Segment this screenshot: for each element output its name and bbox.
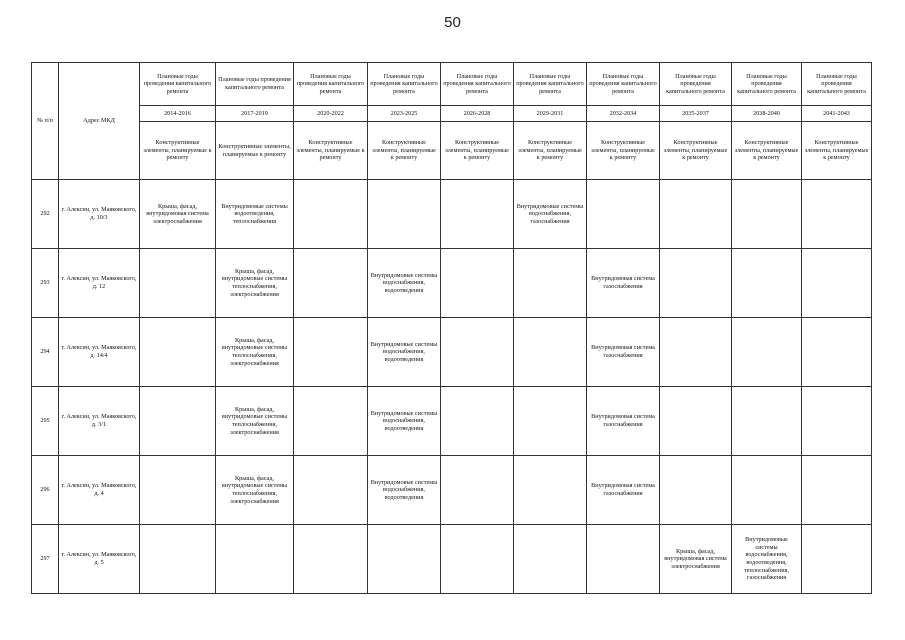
period-2023-2025: 2023-2025 <box>368 106 441 122</box>
table-row <box>32 318 872 387</box>
repair-cell: Внутридомовые системы водоснабжения, водоотведения, теплоснабжения, газоснабжения <box>732 525 802 594</box>
repair-cell <box>514 525 587 594</box>
row-number: 294 <box>32 318 59 387</box>
row-address: г. Алексин, ул. Маяковского, д. 3/1 <box>59 387 140 456</box>
repair-cell <box>732 180 802 249</box>
repair-cell: Внутридомовые системы водоснабжения, водоотведения <box>368 318 441 387</box>
repair-cell: Внутридомовые системы водоотведения, теплоснабжения <box>216 180 294 249</box>
repair-cell <box>140 456 216 525</box>
repair-cell <box>660 318 732 387</box>
header-plan-years: Плановые годы проведения капитального ремонта <box>140 63 216 106</box>
header-plan-years: Плановые годы проведения капитального ремонта <box>802 63 872 106</box>
header-plan-years: Плановые годы проведения капитального ремонта <box>514 63 587 106</box>
period-2029-2031: 2029-2031 <box>514 106 587 122</box>
header-plan-years: Плановые годы проведения капитального ремонта <box>660 63 732 106</box>
period-2026-2028: 2026-2028 <box>441 106 514 122</box>
period-2038-2040: 2038-2040 <box>732 106 802 122</box>
repair-cell: Внутридомовая система газоснабжения <box>587 387 660 456</box>
repair-cell: Внутридомовые системы водоснабжения, водоотведения <box>368 249 441 318</box>
repair-cell: Внутридомовые системы водоснабжения, газоснабжения <box>514 180 587 249</box>
repair-cell <box>514 387 587 456</box>
header-plan-years: Плановые годы проведения капитального ремонта <box>732 63 802 106</box>
period-2041-2043: 2041-2043 <box>802 106 872 122</box>
repair-cell <box>514 456 587 525</box>
repair-cell <box>587 525 660 594</box>
repair-cell <box>802 318 872 387</box>
repair-cell <box>294 318 368 387</box>
header-elements: Конструктивные элементы, планируемые к ремонту <box>587 122 660 180</box>
header-plan-years: Плановые годы проведения капитального ремонта <box>294 63 368 106</box>
header-elements: Конструктивные элементы, планируемые к ремонту <box>732 122 802 180</box>
capital-repair-table <box>31 62 872 594</box>
repair-cell <box>294 387 368 456</box>
repair-cell <box>732 456 802 525</box>
row-address: г. Алексин, ул. Маяковского, д. 5 <box>59 525 140 594</box>
repair-cell <box>441 180 514 249</box>
row-number: 292 <box>32 180 59 249</box>
repair-cell <box>802 525 872 594</box>
repair-cell <box>216 525 294 594</box>
header-plan-years: Плановые годы проведения капитального ремонта <box>441 63 514 106</box>
header-plan-years: Плановые годы проведения капитального ремонта <box>587 63 660 106</box>
repair-cell: Крыша, фасад, внутридомовые системы теплоснабжения, электроснабжения <box>216 456 294 525</box>
period-2035-2037: 2035-2037 <box>660 106 732 122</box>
row-address: г. Алексин, ул. Маяковского, д. 12 <box>59 249 140 318</box>
header-elements: Конструктивные элементы, планируемые к ремонту <box>140 122 216 180</box>
repair-cell: Внутридомовая система газоснабжения <box>587 456 660 525</box>
repair-cell <box>441 249 514 318</box>
repair-cell: Крыша, фасад, внутридомовая система электроснабжения <box>660 525 732 594</box>
repair-cell <box>140 318 216 387</box>
table-row <box>32 456 872 525</box>
header-address: Адрес МКД <box>59 63 140 180</box>
repair-cell <box>732 249 802 318</box>
repair-cell <box>140 249 216 318</box>
period-2014-2016: 2014-2016 <box>140 106 216 122</box>
header-elements: Конструктивные элементы, планируемые к ремонту <box>660 122 732 180</box>
repair-cell <box>294 249 368 318</box>
repair-cell <box>294 180 368 249</box>
header-elements: Конструктивные элементы, планируемые к ремонту <box>216 122 294 180</box>
table-row <box>32 249 872 318</box>
period-2017-2019: 2017-2019 <box>216 106 294 122</box>
repair-cell <box>140 387 216 456</box>
repair-cell <box>802 180 872 249</box>
header-row-number: № п/п <box>32 63 59 180</box>
repair-cell <box>294 525 368 594</box>
page-number: 50 <box>444 14 461 31</box>
repair-cell <box>514 249 587 318</box>
repair-cell: Внутридомовая система газоснабжения <box>587 318 660 387</box>
repair-cell: Внутридомовая система газоснабжения <box>587 249 660 318</box>
repair-cell <box>294 456 368 525</box>
repair-cell <box>660 249 732 318</box>
header-elements: Конструктивные элементы, планируемые к ремонту <box>441 122 514 180</box>
repair-cell <box>441 456 514 525</box>
repair-cell: Внутридомовые системы водоснабжения, водоотведения <box>368 456 441 525</box>
header-elements: Конструктивные элементы, планируемые к ремонту <box>802 122 872 180</box>
repair-cell <box>802 249 872 318</box>
repair-cell <box>514 318 587 387</box>
header-elements: Конструктивные элементы, планируемые к ремонту <box>294 122 368 180</box>
repair-cell <box>368 180 441 249</box>
header-elements: Конструктивные элементы, планируемые к ремонту <box>514 122 587 180</box>
row-address: г. Алексин, ул. Маяковского, д. 4 <box>59 456 140 525</box>
repair-cell <box>660 456 732 525</box>
row-number: 295 <box>32 387 59 456</box>
repair-cell <box>660 387 732 456</box>
period-2032-2034: 2032-2034 <box>587 106 660 122</box>
repair-cell: Крыша, фасад, внутридомовая система электроснабжения <box>140 180 216 249</box>
row-number: 297 <box>32 525 59 594</box>
table-row <box>32 387 872 456</box>
repair-cell <box>441 387 514 456</box>
repair-cell: Крыша, фасад, внутридомовые системы теплоснабжения, электроснабжения <box>216 318 294 387</box>
row-address: г. Алексин, ул. Маяковского, д. 14/4 <box>59 318 140 387</box>
repair-cell: Крыша, фасад, внутридомовые системы теплоснабжения, электроснабжения <box>216 249 294 318</box>
repair-cell <box>441 318 514 387</box>
period-2020-2022: 2020-2022 <box>294 106 368 122</box>
repair-cell <box>802 387 872 456</box>
repair-cell <box>732 387 802 456</box>
header-plan-years: Плановые годы проведения капитального ремонта <box>216 63 294 106</box>
row-number: 293 <box>32 249 59 318</box>
row-number: 296 <box>32 456 59 525</box>
header-plan-years: Плановые годы проведения капитального ремонта <box>368 63 441 106</box>
repair-cell <box>587 180 660 249</box>
repair-cell <box>660 180 732 249</box>
repair-cell: Крыша, фасад, внутридомовые системы теплоснабжения, электроснабжения <box>216 387 294 456</box>
repair-cell: Внутридомовые системы водоснабжения, водоотведения <box>368 387 441 456</box>
repair-cell <box>802 456 872 525</box>
repair-cell <box>140 525 216 594</box>
repair-cell <box>441 525 514 594</box>
repair-cell <box>732 318 802 387</box>
header-elements: Конструктивные элементы, планируемые к ремонту <box>368 122 441 180</box>
row-address: г. Алексин, ул. Маяковского, д. 10/3 <box>59 180 140 249</box>
repair-cell <box>368 525 441 594</box>
table-row <box>32 180 872 249</box>
table-row <box>32 525 872 594</box>
